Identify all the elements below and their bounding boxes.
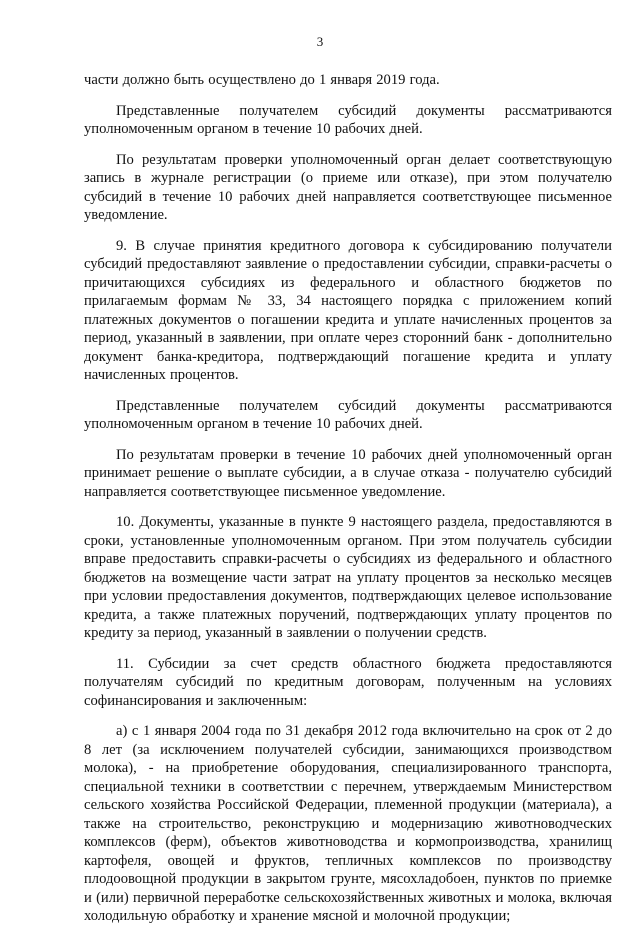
paragraph-review-period-2: Представленные получателем субсидий документы рассматриваются уполномоченным органом в течение 10 рабочих дней. xyxy=(84,397,612,432)
paragraph-clause-11: 11. Субсидии за счет средств областного бюджета предоставляются получателям субсидий по кредитным договорам, полученным на условиях софинансирования и заключенным: xyxy=(84,655,612,709)
paragraph-continuation: части должно быть осуществлено до 1 января 2019 года. xyxy=(84,72,440,88)
paragraph-clause-9: 9. В случае принятия кредитного договора к субсидированию получатели субсидий предоставляют заявление о предоставлении субсидии, справки-расчеты о причитающихся субсидиях из федерального и областного бюджетов по прилагаемым формам № 33, 34 настоящего порядка с приложением копий платежных документов о погашении кредита и уплате начисленных процентов за период, указанный в заявлении, при оплате через сторонний банк - дополнительно документ банка-кредитора, подтверждающий погашение кредита и уплату начисленных процентов. xyxy=(84,237,612,383)
paragraph-clause-11-a: а) с 1 января 2004 года по 31 декабря 2012 года включительно на срок от 2 до 8 лет (за исключением получателей субсидии, занимающихся производством молока), - на приобретение оборудования, специализированного транспорта, специальной техники в соответствии с перечнем, утверждаемым Министерством сельского хозяйства Российской Федерации, племенной продукции (материала), а также на строительство, реконструкцию и модернизацию животноводческих комплексов (ферм), объектов животноводства и кормопроизводства, хранилищ картофеля, овощей и фруктов, тепличных комплексов по производству плодоовощной продукции в закрытом грунте, мясохладобоен, пунктов по приемке и (или) первичной переработке сельскохозяйственных животных и молока, включая холодильную обработку и хранение мясной и молочной продукции; xyxy=(84,723,612,924)
document-body xyxy=(84,71,612,938)
page-number: 3 xyxy=(316,34,324,49)
paragraph-clause-10: 10. Документы, указанные в пункте 9 настоящего раздела, предоставляются в сроки, установленные уполномоченным органом. При этом получатель субсидии вправе предоставить справки-расчеты о субсидиях из федерального и областного бюджетов на возмещение части затрат на уплату процентов за несколько месяцев при условии предоставления документов, подтверждающих целевое использование кредита, а также платежных поручений, подтверждающих уплату процентов по кредиту за период, указанный в заявлении о получении средств. xyxy=(84,514,612,641)
paragraph-registration-notice: По результатам проверки уполномоченный орган делает соответствующую запись в журнале регистрации (о приеме или отказе), при этом получателю субсидий в течение 10 рабочих дней направляется соответствующее письменное уведомление. xyxy=(84,151,612,223)
paragraph-payment-decision: По результатам проверки в течение 10 рабочих дней уполномоченный орган принимает решение о выплате субсидии, а в случае отказа - получателю субсидий направляется соответствующее письменное уведомление. xyxy=(84,446,612,500)
paragraph-review-period: Представленные получателем субсидий документы рассматриваются уполномоченным органом в течение 10 рабочих дней. xyxy=(84,102,612,137)
